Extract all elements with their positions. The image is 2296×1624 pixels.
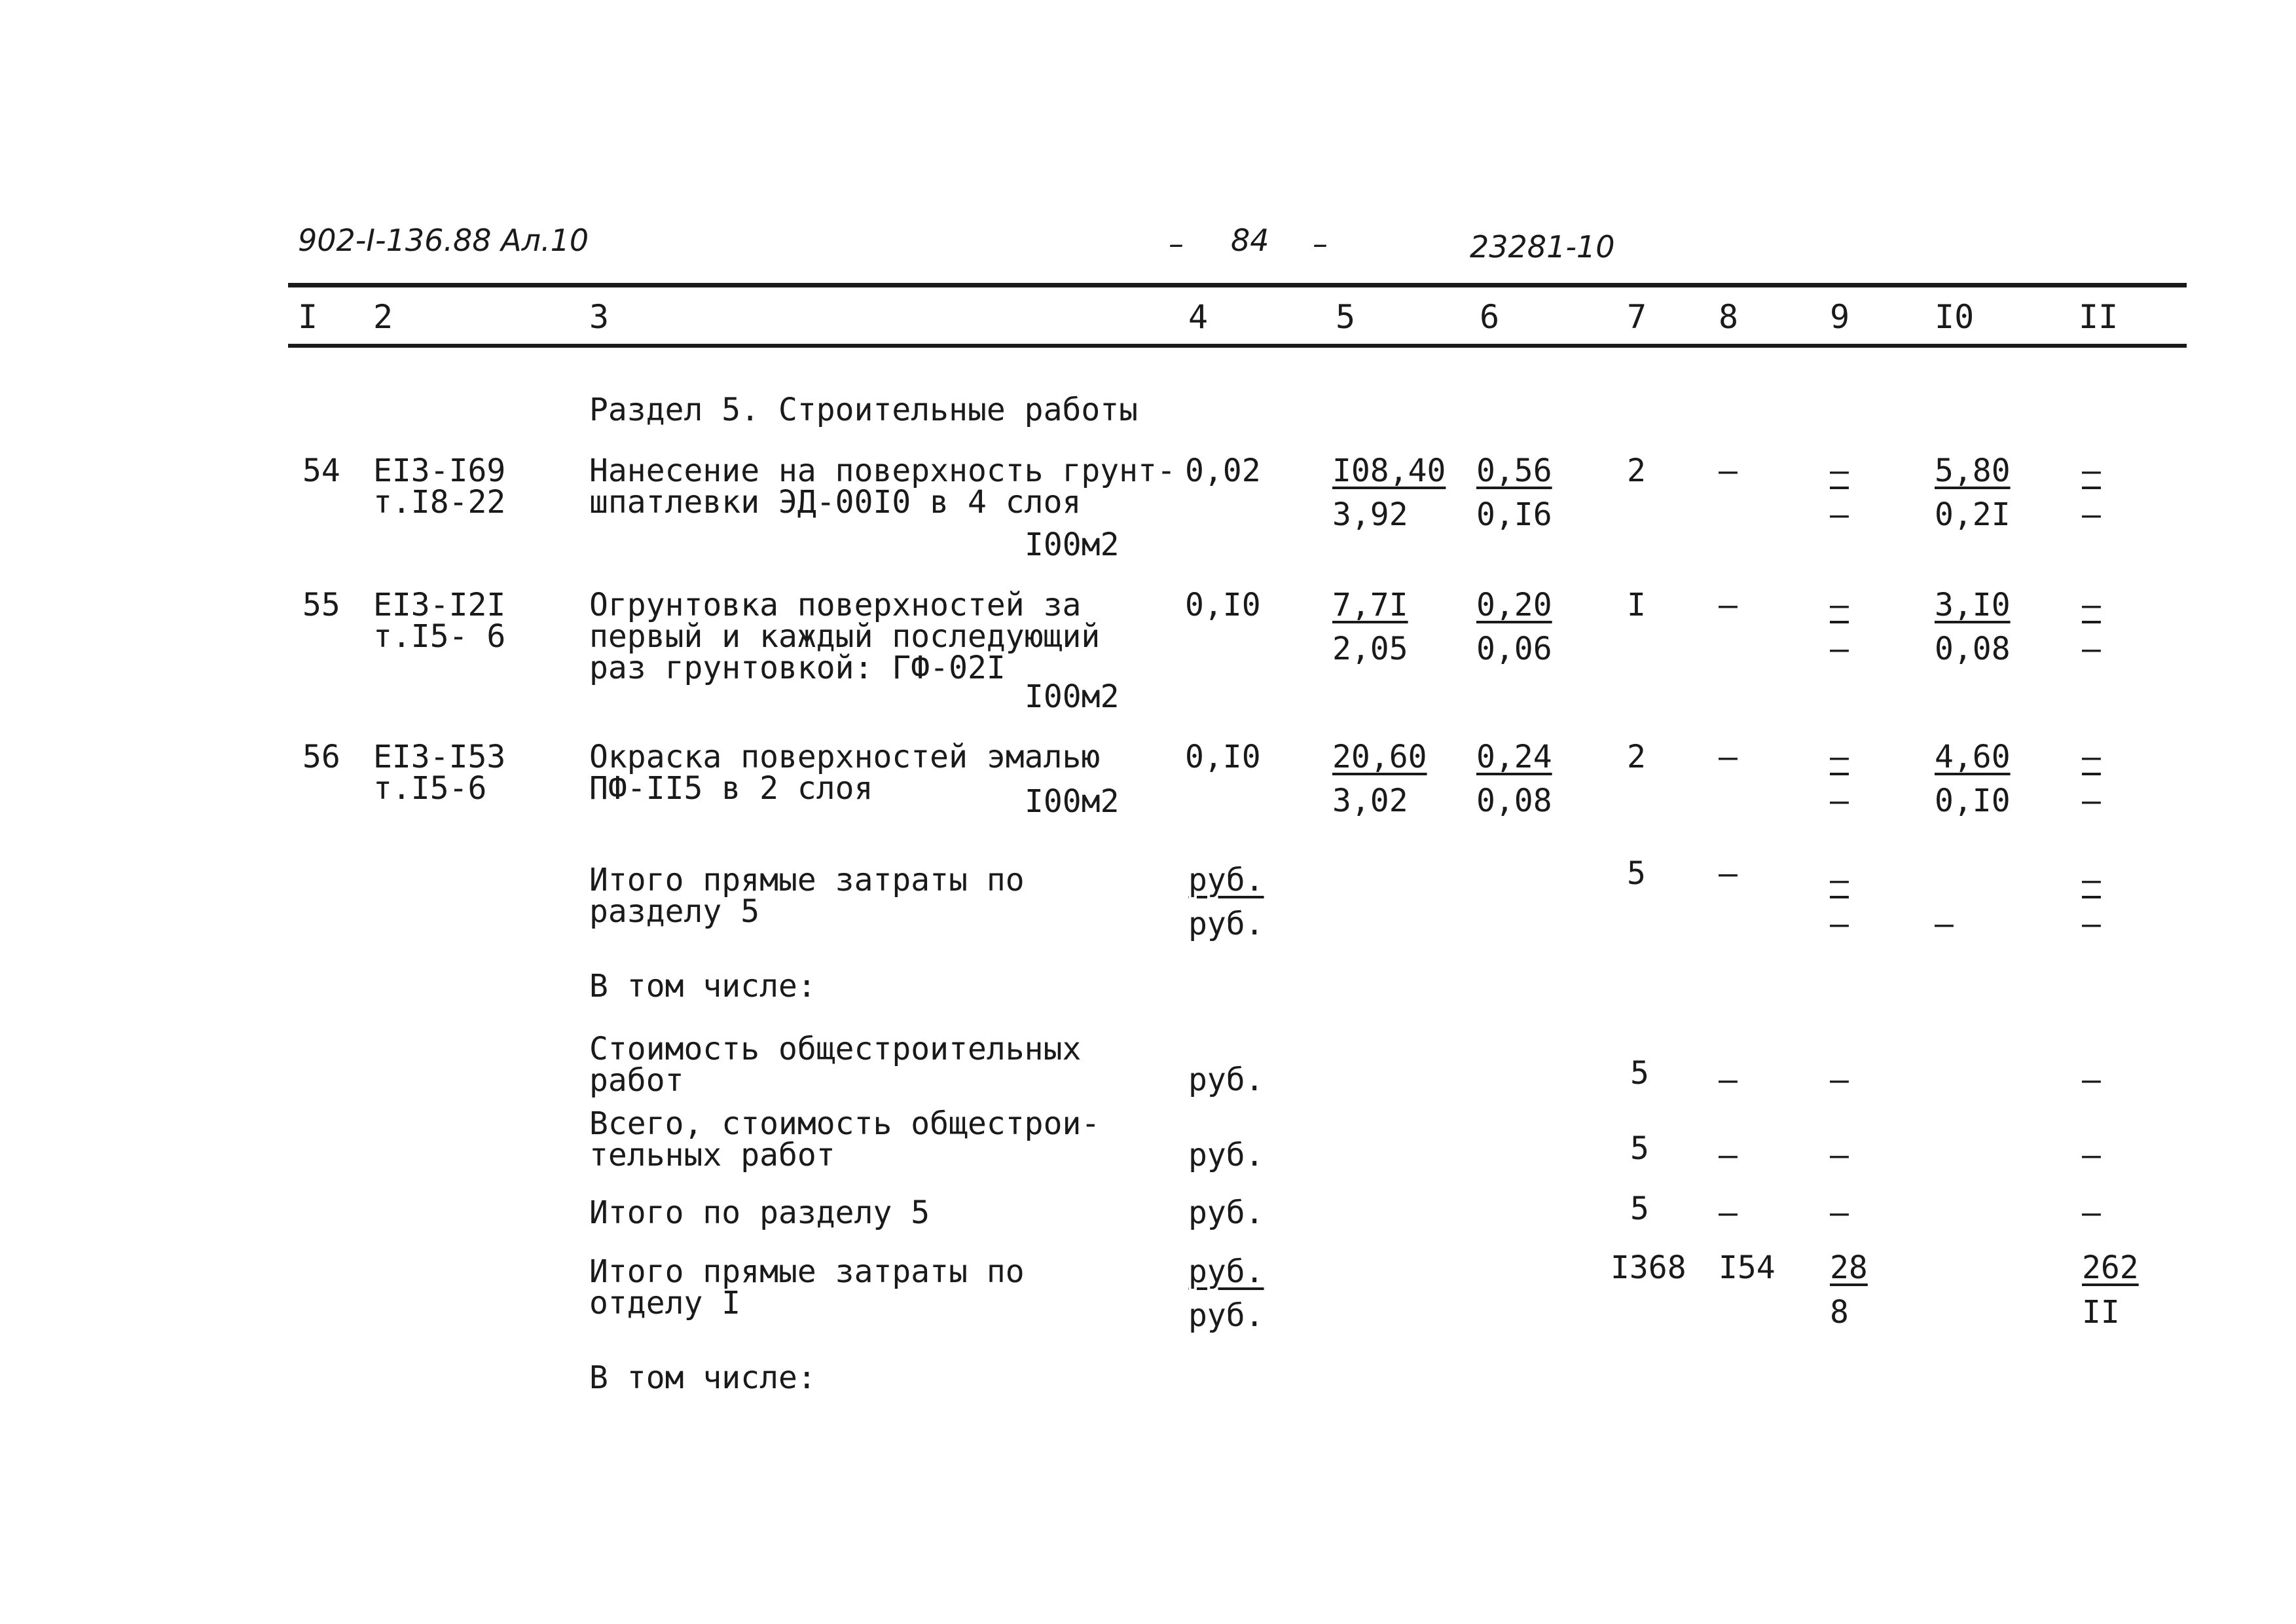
rate-table-ref: т.I5-6 (373, 770, 487, 807)
column-number: 6 (1480, 298, 1500, 336)
machine-cost: 0,24 (1476, 739, 1552, 775)
quantity: 0,I0 (1185, 739, 1261, 775)
work-description: ПФ-II5 в 2 слоя (589, 770, 873, 807)
unit-cost-wages: 2,05 (1332, 631, 1408, 667)
col11-top: – (2082, 739, 2101, 775)
unit-cost: 7,7I (1332, 587, 1408, 623)
col9-bottom: – (1830, 906, 1849, 942)
unit-cost: 20,60 (1332, 739, 1427, 775)
col10-top: 4,60 (1935, 739, 2011, 775)
col9-top: 28 (1830, 1249, 1868, 1286)
work-description: Окраска поверхностей эмалью (589, 739, 1101, 775)
machine-cost-wages: 0,08 (1476, 783, 1552, 819)
col9-value: – (1830, 1194, 1849, 1231)
col9-bottom: – (1830, 631, 1849, 667)
top-rule (288, 283, 2187, 287)
column-number: I (298, 298, 318, 336)
currency-unit: руб. (1188, 906, 1264, 942)
col10-bottom: 0,I0 (1935, 783, 2011, 819)
unit-cost: I08,40 (1332, 452, 1446, 489)
col9-bottom: 8 (1830, 1294, 1849, 1331)
work-description: Нанесение на поверхность грунт- (589, 452, 1176, 489)
col11-value: – (2082, 1194, 2101, 1231)
column-number: 7 (1627, 298, 1647, 336)
col8-value: – (1719, 739, 1738, 775)
col9-top: – (1830, 739, 1849, 775)
unit-of-measure: I00м2 (1025, 783, 1120, 820)
machine-cost-wages: 0,06 (1476, 631, 1552, 667)
col9-value: – (1830, 1061, 1849, 1098)
total-label: разделу 5 (589, 893, 760, 930)
quantity: 0,I0 (1185, 587, 1261, 623)
col8-value: – (1719, 855, 1738, 892)
total-label: Итого прямые затраты по (589, 1253, 1025, 1290)
col7-value: 5 (1630, 1055, 1649, 1092)
total-label: работ (589, 1062, 684, 1099)
unit-of-measure: I00м2 (1025, 526, 1120, 563)
work-description: раз грунтовкой: ГФ-02I (589, 650, 1006, 686)
col11-bottom: – (2082, 496, 2101, 533)
column-number: 9 (1830, 298, 1850, 336)
row-number: 55 (302, 587, 340, 623)
work-description: шпатлевки ЭД-00I0 в 4 слоя (589, 484, 1082, 521)
column-number: I0 (1935, 298, 1975, 336)
rate-code: EI3-I69 (373, 452, 506, 489)
col11-top: – (2082, 587, 2101, 623)
col8-value: – (1719, 587, 1738, 623)
col10-bottom: – (1935, 906, 1954, 942)
currency-unit: руб. (1188, 1137, 1264, 1173)
machine-cost-wages: 0,I6 (1476, 496, 1552, 533)
currency-unit: руб. (1188, 862, 1264, 898)
col11-bottom: II (2082, 1294, 2120, 1331)
work-description: Огрунтовка поверхностей за (589, 587, 1082, 623)
col7-value: I (1627, 587, 1646, 623)
col9-top: – (1830, 452, 1849, 489)
col7-value: 2 (1627, 452, 1646, 489)
column-number: 5 (1336, 298, 1356, 336)
document-code: 902-I-136.88 Ал.10 (298, 223, 589, 258)
column-number: II (2079, 298, 2119, 336)
col8-value: I54 (1719, 1249, 1776, 1286)
col8-value: – (1719, 1061, 1738, 1098)
col9-top: – (1830, 862, 1849, 898)
total-label: Всего, стоимость общестрои- (589, 1105, 1101, 1142)
total-label: Итого прямые затраты по (589, 862, 1025, 898)
col7-value: 5 (1627, 855, 1646, 892)
rate-code: EI3-I2I (373, 587, 506, 623)
unit-cost-wages: 3,02 (1332, 783, 1408, 819)
row-number: 56 (302, 739, 340, 775)
column-number: 3 (589, 298, 610, 336)
col10-bottom: 0,08 (1935, 631, 2011, 667)
col8-value: – (1719, 1194, 1738, 1231)
including-heading: В том числе: (589, 968, 816, 1005)
col11-top: – (2082, 452, 2101, 489)
col10-top: 5,80 (1935, 452, 2011, 489)
column-number: 8 (1719, 298, 1739, 336)
unit-cost-wages: 3,92 (1332, 496, 1408, 533)
col11-value: – (2082, 1137, 2101, 1173)
col10-top: 3,I0 (1935, 587, 2011, 623)
col7-value: 2 (1627, 739, 1646, 775)
unit-of-measure: I00м2 (1025, 678, 1120, 715)
machine-cost: 0,20 (1476, 587, 1552, 623)
col9-bottom: – (1830, 783, 1849, 819)
page-dash-left: – (1169, 226, 1184, 261)
quantity: 0,02 (1185, 452, 1261, 489)
total-label: тельных работ (589, 1137, 835, 1173)
row-number: 54 (302, 452, 340, 489)
col7-value: I368 (1611, 1249, 1686, 1286)
currency-unit: руб. (1188, 1297, 1264, 1334)
col11-bottom: – (2082, 783, 2101, 819)
column-number: 4 (1188, 298, 1209, 336)
rate-table-ref: т.I5- 6 (373, 618, 506, 655)
col8-value: – (1719, 1137, 1738, 1173)
col8-value: – (1719, 452, 1738, 489)
col9-top: – (1830, 587, 1849, 623)
column-header-rule (288, 344, 2187, 348)
section-title: Раздел 5. Строительные работы (589, 392, 1139, 428)
currency-unit: руб. (1188, 1194, 1264, 1231)
currency-unit: руб. (1188, 1061, 1264, 1098)
col11-bottom: – (2082, 631, 2101, 667)
total-label: отделу I (589, 1285, 741, 1321)
col9-bottom: – (1830, 496, 1849, 533)
total-label: Итого по разделу 5 (589, 1194, 930, 1231)
page-dash-right: – (1313, 226, 1328, 261)
col11-top: 262 (2082, 1249, 2139, 1286)
sheet-code: 23281-10 (1470, 229, 1615, 265)
col7-value: 5 (1630, 1190, 1649, 1227)
work-description: первый и каждый последующий (589, 618, 1101, 655)
including-heading: В том числе: (589, 1359, 816, 1396)
rate-table-ref: т.I8-22 (373, 484, 506, 521)
col9-value: – (1830, 1137, 1849, 1173)
page-number: 84 (1231, 223, 1269, 258)
machine-cost: 0,56 (1476, 452, 1552, 489)
col11-top: – (2082, 862, 2101, 898)
currency-unit: руб. (1188, 1253, 1264, 1290)
column-number: 2 (373, 298, 393, 336)
rate-code: EI3-I53 (373, 739, 506, 775)
col11-bottom: – (2082, 906, 2101, 942)
col10-bottom: 0,2I (1935, 496, 2011, 533)
col11-value: – (2082, 1061, 2101, 1098)
total-label: Стоимость общестроительных (589, 1031, 1082, 1067)
col7-value: 5 (1630, 1130, 1649, 1167)
